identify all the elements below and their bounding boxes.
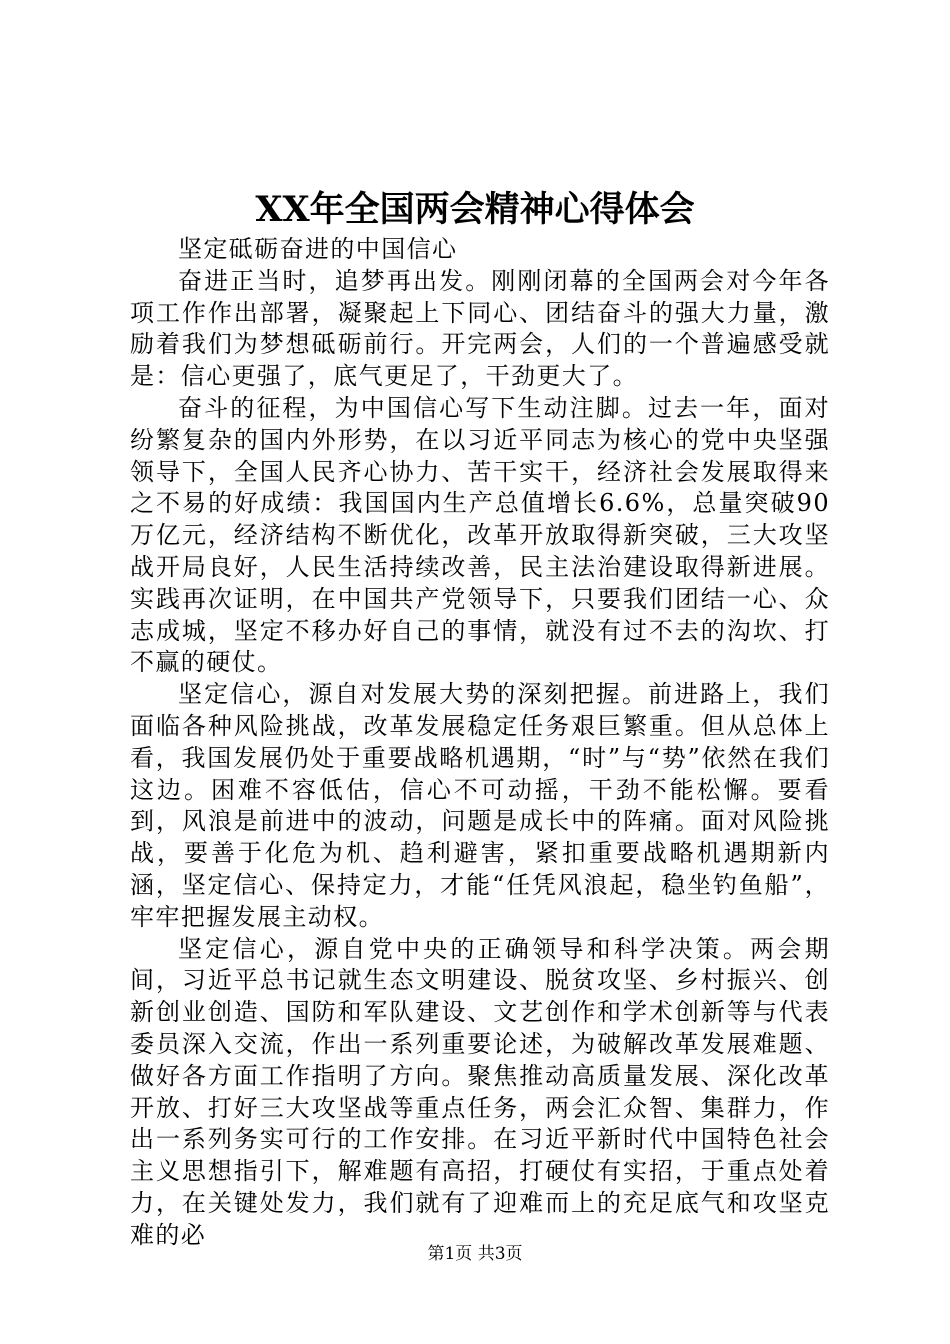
paragraph-2: 奋斗的征程，为中国信心写下生动注脚。过去一年，面对纷繁复杂的国内外形势，在以习近平同志为核心的党中央坚强领导下，全国人民齐心协力、苦干实干，经济社会发展取得来之不易的好成绩：我国国内生产总值增长6.6%，总量突破90万亿元，经济结构不断优化，改革开放取得新突破，三大攻坚战开局良好，人民生活持续改善，民主法治建设取得新进展。实践再次证明，在中国共产党领导下，只要我们团结一心、众志成城，坚定不移办好自己的事情，就没有过不去的沟坎、打不赢的硬仗。 bbox=[130, 393, 830, 677]
page-footer: 第1页 共3页 bbox=[427, 1244, 523, 1264]
document-title: XX年全国两会精神心得体会 bbox=[255, 189, 695, 230]
document-subheading: 坚定砥砺奋进的中国信心 bbox=[178, 235, 458, 263]
document-body bbox=[130, 234, 830, 1252]
paragraph-1: 奋进正当时，追梦再出发。刚刚闭幕的全国两会对今年各项工作作出部署，凝聚起上下同心、团结奋斗的强大力量，激励着我们为梦想砥砺前行。开完两会，人们的一个普遍感受就是：信心更强了，底气更足了，干劲更大了。 bbox=[130, 266, 830, 391]
paragraph-3: 坚定信心，源自对发展大势的深刻把握。前进路上，我们面临各种风险挑战，改革发展稳定任务艰巨繁重。但从总体上看，我国发展仍处于重要战略机遇期，“时”与“势”依然在我们这边。困难不容低估，信心不可动摇，干劲不能松懈。要看到，风浪是前进中的波动，问题是成长中的阵痛。面对风险挑战，要善于化危为机、趋利避害，紧扣重要战略机遇期新内涵，坚定信心、保持定力，才能“任凭风浪起，稳坐钓鱼船”，牢牢把握发展主动权。 bbox=[130, 680, 830, 931]
paragraph-4: 坚定信心，源自党中央的正确领导和科学决策。两会期间，习近平总书记就生态文明建设、脱贫攻坚、乡村振兴、创新创业创造、国防和军队建设、文艺创作和学术创新等与代表委员深入交流，作出一系列重要论述，为破解改革发展难题、做好各方面工作指明了方向。聚焦推动高质量发展、深化改革开放、打好三大攻坚战等重点任务，两会汇众智、集群力，作出一系列务实可行的工作安排。在习近平新时代中国特色社会主义思想指引下，解难题有高招，打硬仗有实招，于重点处着力，在关键处发力，我们就有了迎难而上的充足底气和攻坚克难的必 bbox=[130, 934, 830, 1249]
